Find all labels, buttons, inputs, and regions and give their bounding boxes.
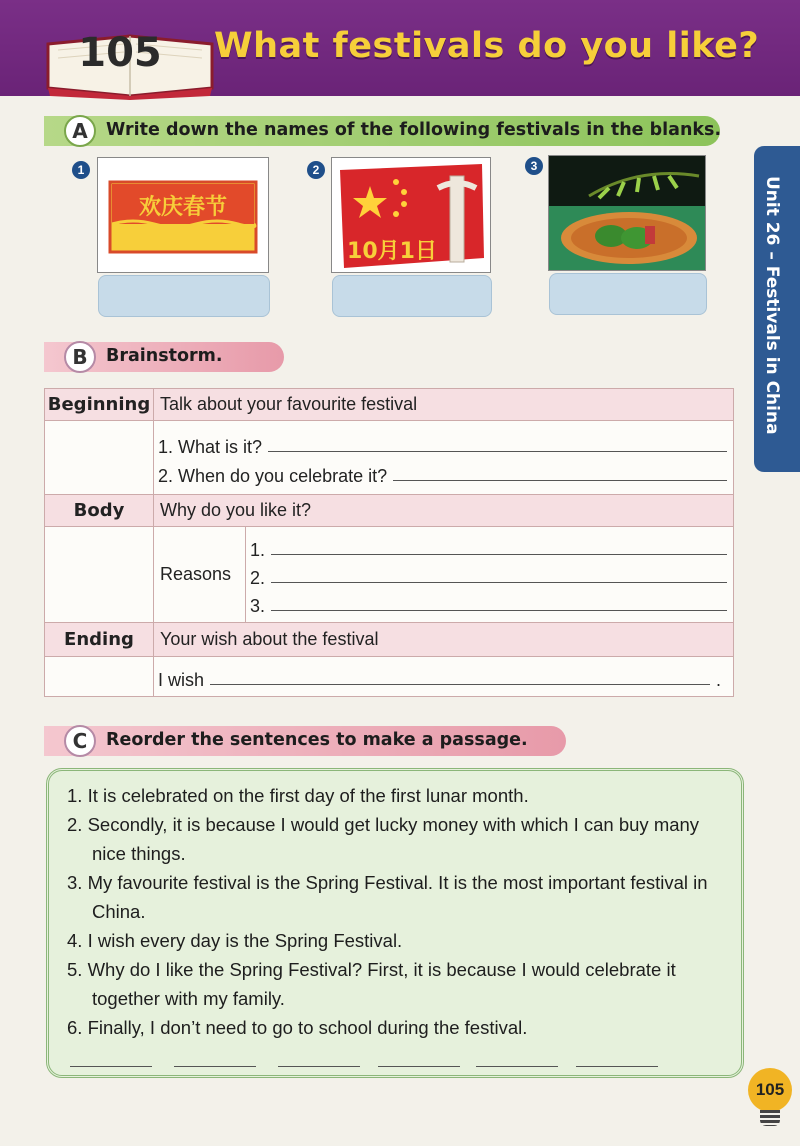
section-c-instruction: Reorder the sentences to make a passage. <box>106 730 528 750</box>
sentence-3: 3. My favourite festival is the Spring Festival. It is the most important festival in China. <box>67 872 708 922</box>
body-prompt: Why do you like it? <box>153 495 733 527</box>
beginning-prompt: Talk about your favourite festival <box>153 389 733 421</box>
order-blank-6[interactable] <box>576 1066 658 1067</box>
bulb-base-icon <box>760 1110 780 1126</box>
reason-1-number: 1. <box>249 539 265 560</box>
beginning-questions <box>153 421 733 495</box>
section-a-badge: A <box>64 115 96 147</box>
reason-2-line[interactable] <box>246 561 733 589</box>
reason-3-number: 3. <box>249 595 265 616</box>
reason-3-line[interactable] <box>246 589 733 617</box>
picture-3-number: 3 <box>525 157 543 175</box>
spring-festival-banner-image <box>98 158 268 272</box>
picture-1-frame <box>97 157 269 273</box>
picture-2-frame <box>331 157 491 273</box>
order-blank-2[interactable] <box>174 1066 256 1067</box>
order-blank-1[interactable] <box>70 1066 152 1067</box>
section-b-badge: B <box>64 341 96 373</box>
order-blank-5[interactable] <box>476 1066 558 1067</box>
answer-line <box>271 582 727 583</box>
answer-line <box>393 480 727 481</box>
section-c-banner <box>44 726 566 756</box>
wish-start: I wish <box>157 670 204 690</box>
section-a-banner <box>44 116 720 146</box>
picture-1-caption: 欢庆春节 <box>138 195 228 220</box>
sentence-2: 2. Secondly, it is because I would get lucky money with which I can buy many nice things. <box>67 814 700 864</box>
ending-blank-cell <box>45 657 154 697</box>
question-2-line[interactable] <box>154 458 733 487</box>
unit-label: Unit 26 – Festivals in China <box>762 176 782 435</box>
national-day-flag-image <box>332 158 490 272</box>
answer-box-3[interactable] <box>549 273 707 315</box>
page-number: 105 <box>755 1080 785 1099</box>
sentence-list <box>49 771 741 1042</box>
answer-box-2[interactable] <box>332 275 492 317</box>
ending-prompt: Your wish about the festival <box>153 623 733 657</box>
page-number-bulb-icon <box>748 1068 792 1112</box>
picture-3-frame <box>548 155 706 271</box>
body-label: Body <box>45 495 154 527</box>
lesson-number: 105 <box>78 30 162 76</box>
order-blank-4[interactable] <box>378 1066 460 1067</box>
reasons-lines <box>245 527 733 623</box>
ending-label: Ending <box>45 623 154 657</box>
beginning-label: Beginning <box>45 389 154 421</box>
sentence-4: 4. I wish every day is the Spring Festival. <box>67 930 403 951</box>
sentence-6: 6. Finally, I don’t need to go to school during the festival. <box>67 1017 528 1038</box>
page-title: What festivals do you like? <box>214 26 760 66</box>
order-blank-3[interactable] <box>278 1066 360 1067</box>
question-2: 2. When do you celebrate it? <box>157 465 388 486</box>
brainstorm-table <box>44 388 734 697</box>
reasons-label: Reasons <box>153 527 245 623</box>
reason-1-line[interactable] <box>246 533 733 561</box>
section-b-instruction: Brainstorm. <box>106 346 223 366</box>
answer-line <box>210 684 710 685</box>
wish-line[interactable] <box>154 662 733 691</box>
picture-1-number: 1 <box>72 161 90 179</box>
sentences-box <box>46 768 744 1078</box>
section-c-badge: C <box>64 725 96 757</box>
body-blank-cell <box>45 527 154 623</box>
wish-end: . <box>715 670 721 690</box>
sentence-5: 5. Why do I like the Spring Festival? First, it is because I would celebrate it together with my family. <box>67 959 676 1009</box>
qingming-qingtuan-image <box>549 156 705 270</box>
picture-2-number: 2 <box>307 161 325 179</box>
answer-line <box>268 451 727 452</box>
picture-2-caption: 10月1日 <box>347 239 437 264</box>
question-1-line[interactable] <box>154 429 733 458</box>
section-a-instruction: Write down the names of the following festivals in the blanks. <box>106 120 722 140</box>
question-1: 1. What is it? <box>157 436 263 457</box>
beginning-blank-cell <box>45 421 154 495</box>
unit-side-tab <box>754 146 800 472</box>
answer-box-1[interactable] <box>98 275 270 317</box>
section-b-banner <box>44 342 284 372</box>
sentence-1: 1. It is celebrated on the first day of the first lunar month. <box>67 785 529 806</box>
answer-line <box>271 554 727 555</box>
wish-line-cell <box>153 657 733 697</box>
reason-2-number: 2. <box>249 567 265 588</box>
answer-line <box>271 610 727 611</box>
